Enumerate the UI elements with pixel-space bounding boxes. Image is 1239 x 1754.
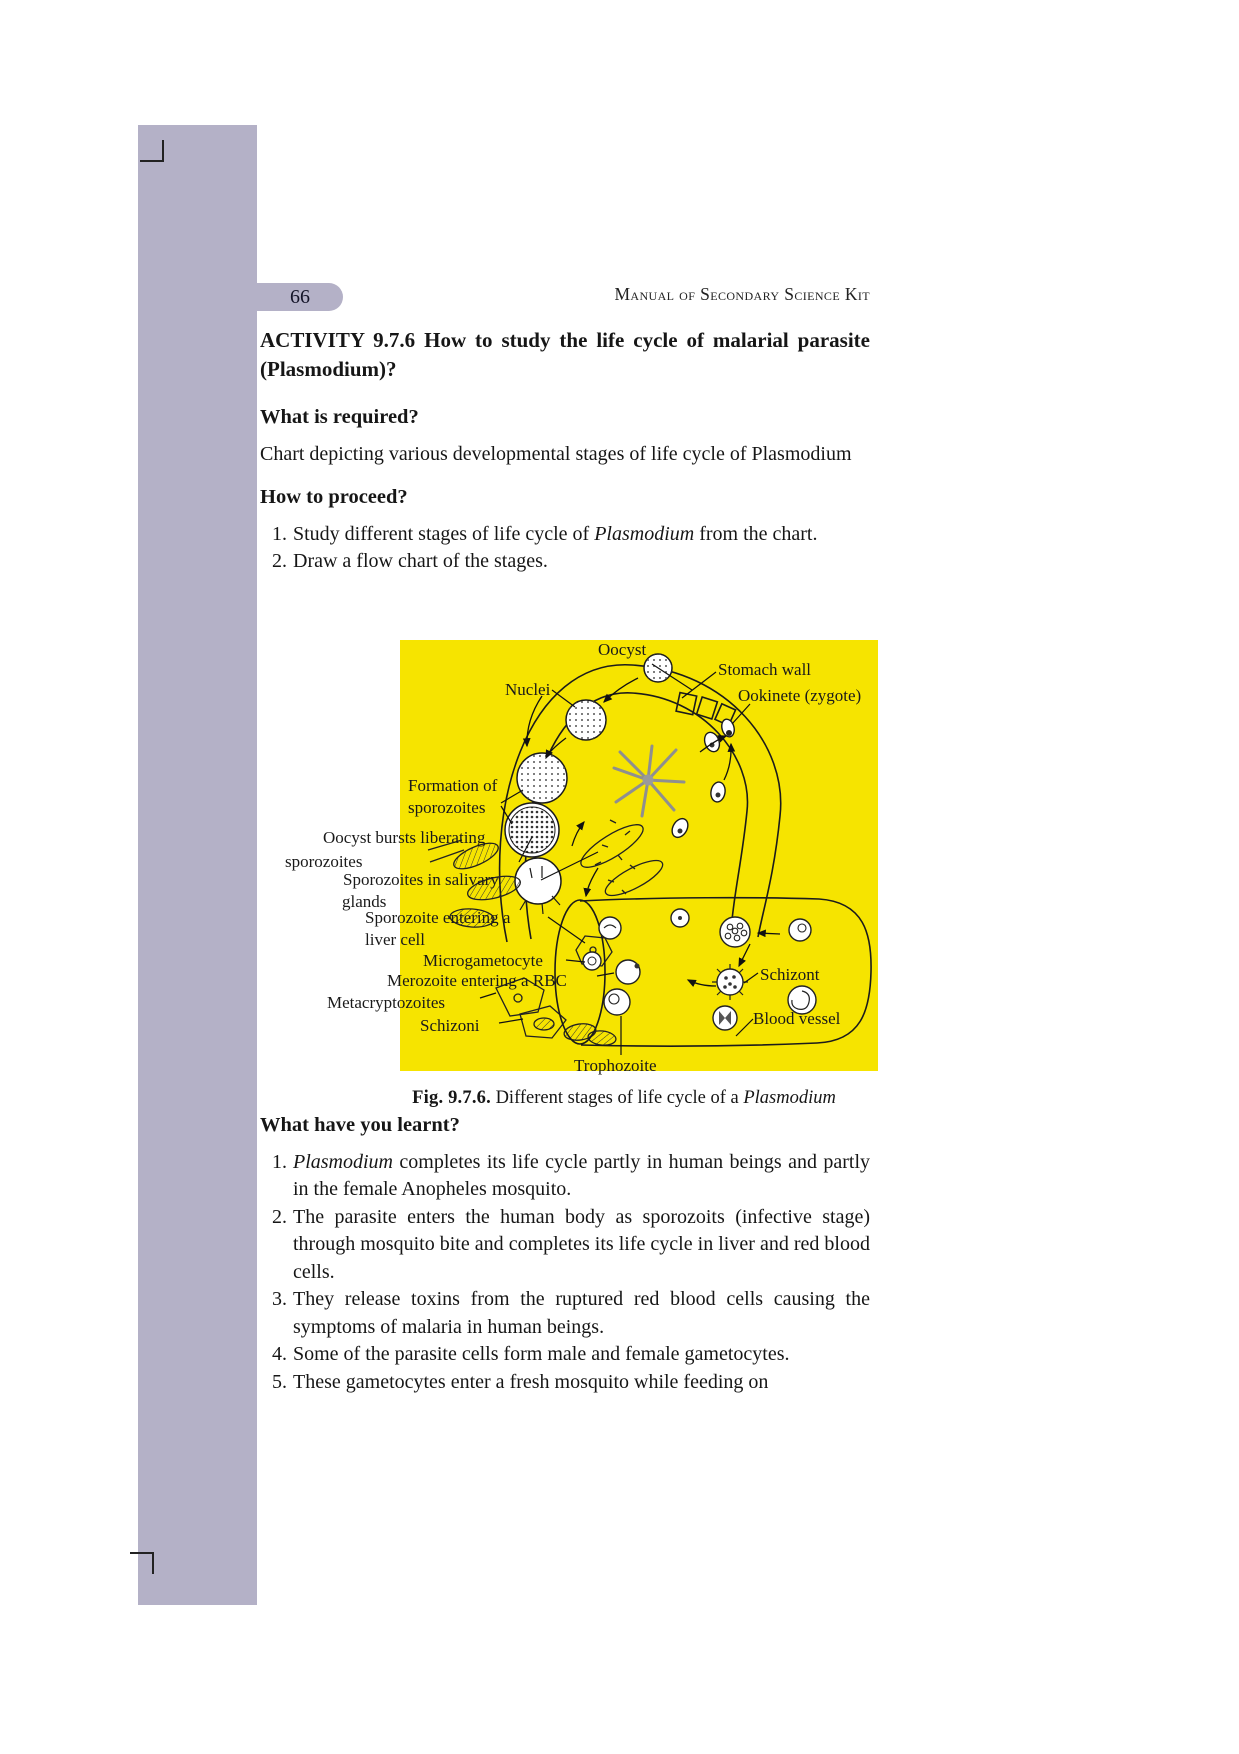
crop-mark-top xyxy=(140,140,164,162)
heading-what-have-you-learnt: What have you learnt? xyxy=(260,1114,460,1136)
figure-label: sporozoites xyxy=(285,851,363,871)
list-item xyxy=(260,1286,870,1341)
list-item-text: These gametocytes enter a fresh mosquito while feeding on xyxy=(293,1370,769,1393)
figure-caption: Fig. 9.7.6. Different stages of life cycle of a Plasmodium xyxy=(412,1087,836,1108)
list-item-text: Draw a flow chart of the stages. xyxy=(293,550,548,572)
heading-how-to-proceed: How to proceed? xyxy=(260,486,408,508)
running-header: Manual of Secondary Science Kit xyxy=(614,284,870,304)
figure-label: Nuclei xyxy=(505,679,551,699)
figure-label: Oocyst xyxy=(598,639,647,659)
figure-label: Ookinete (zygote) xyxy=(738,685,862,705)
list-number: 3. xyxy=(272,1288,287,1310)
list-item-text: The parasite enters the human body as sporozoits (infective stage) through mosquito bite and completes its life cycle in liver and red blood cells. xyxy=(293,1205,870,1283)
list-item xyxy=(260,1369,870,1397)
figure-label: Trophozoite xyxy=(574,1055,657,1075)
figure-label: Sporozoite entering a xyxy=(365,907,511,927)
proceed-list xyxy=(260,521,870,576)
crop-mark-bottom xyxy=(130,1552,154,1574)
figure-label: Metacryptozoites xyxy=(327,992,446,1012)
figure-label: Schizoni xyxy=(420,1015,480,1035)
list-number: 1. xyxy=(272,1150,287,1173)
sidebar-band xyxy=(138,125,257,1605)
figure-label: liver cell xyxy=(365,929,425,949)
figure-label: Merozoite entering a RBC xyxy=(387,970,567,990)
list-number: 4. xyxy=(272,1343,287,1365)
list-item xyxy=(260,1204,870,1287)
figure-life-cycle xyxy=(280,639,878,1075)
list-item-text: Some of the parasite cells form male and female gametocytes. xyxy=(293,1343,790,1365)
list-item xyxy=(260,521,870,549)
figure-label: glands xyxy=(342,891,387,911)
figure-label: Formation of xyxy=(408,775,498,795)
figure-label: Microgametocyte xyxy=(423,950,543,970)
list-number: 1. xyxy=(272,522,287,545)
list-item xyxy=(260,1341,870,1369)
activity-title: ACTIVITY 9.7.6 How to study the life cycle of malarial parasite (Plasmodium)? xyxy=(260,328,870,381)
learnt-list xyxy=(260,1149,870,1397)
figure-label: Schizont xyxy=(760,964,820,984)
list-item-text: Study different stages of life cycle of Plasmodium from the chart. xyxy=(293,522,818,545)
list-item-text: They release toxins from the ruptured red blood cells causing the symptoms of malaria in human beings. xyxy=(293,1288,870,1338)
required-paragraph: Chart depicting various developmental stages of life cycle of Plasmodium xyxy=(260,442,852,465)
content-column xyxy=(260,326,870,1396)
page-number: 66 xyxy=(290,286,310,308)
page-number-tab xyxy=(257,283,343,311)
figure-label: Stomach wall xyxy=(718,659,812,679)
list-number: 5. xyxy=(272,1370,287,1393)
list-item xyxy=(260,1149,870,1204)
figure-label: Oocyst bursts liberating xyxy=(323,827,486,847)
figure-labels xyxy=(280,639,878,1075)
list-item-text: Plasmodium completes its life cycle partly in human beings and partly in the female Anopheles mosquito. xyxy=(293,1150,870,1200)
list-number: 2. xyxy=(272,1205,287,1228)
figure-label: sporozoites xyxy=(408,797,486,817)
heading-what-is-required: What is required? xyxy=(260,406,419,428)
figure-label: Blood vessel xyxy=(753,1008,841,1028)
list-item xyxy=(260,548,870,576)
list-number: 2. xyxy=(272,550,287,572)
figure-label: Sporozoites in salivary xyxy=(343,869,499,889)
